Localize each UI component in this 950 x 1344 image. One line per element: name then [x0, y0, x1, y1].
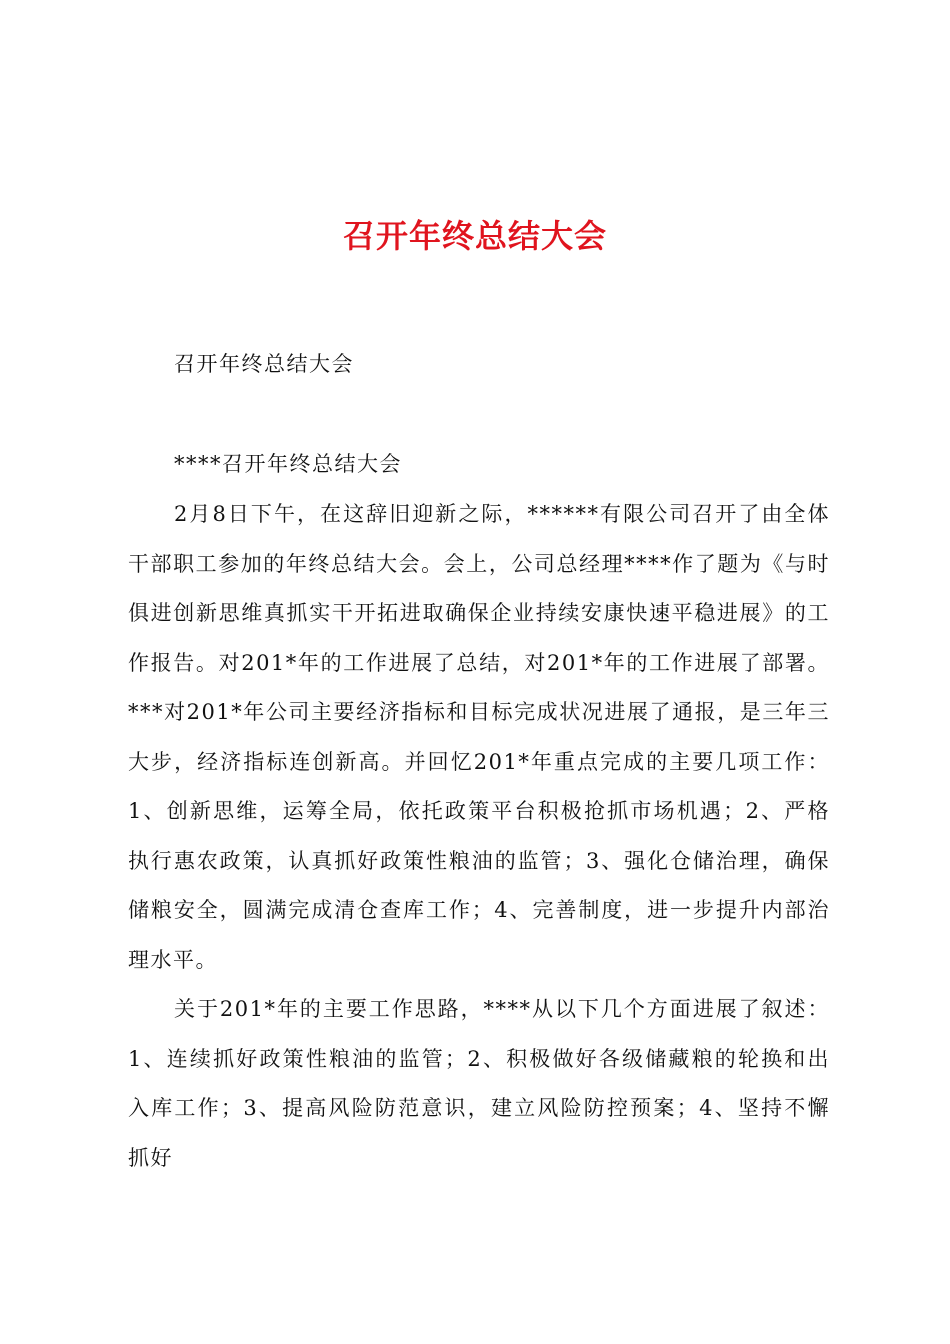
- body-paragraph-2: 关于201*年的主要工作思路，****从以下几个方面进展了叙述：1、连续抓好政策性粮油的监管；2、积极做好各级储藏粮的轮换和出入库工作；3、提高风险防范意识，建立风险防控预案；4、坚持不懈抓好: [128, 997, 830, 1170]
- document-subtitle: 召开年终总结大会: [174, 352, 354, 376]
- section-heading: ****召开年终总结大会: [174, 452, 402, 476]
- paragraph-container-1: [128, 490, 830, 985]
- body-paragraph-1: 2月8日下午，在这辞旧迎新之际，******有限公司召开了由全体干部职工参加的年终总结大会。会上，公司总经理****作了题为《与时俱进创新思维真抓实干开拓进取确保企业持续安康快速平稳进展》的工作报告。对201*年的工作进展了总结，对201*年的工作进展了部署。***对201*年公司主要经济指标和目标完成状况进展了通报，是三年三大步，经济指标连创新高。并回忆201*年重点完成的主要几项工作：1、创新思维，运筹全局，依托政策平台积极抢抓市场机遇；2、严格执行惠农政策，认真抓好政策性粮油的监管；3、强化仓储治理，确保储粮安全，圆满完成清仓查库工作；4、完善制度，进一步提升内部治理水平。: [128, 502, 830, 972]
- paragraph-container-2: [128, 985, 830, 1183]
- document-title: 召开年终总结大会: [342, 217, 607, 255]
